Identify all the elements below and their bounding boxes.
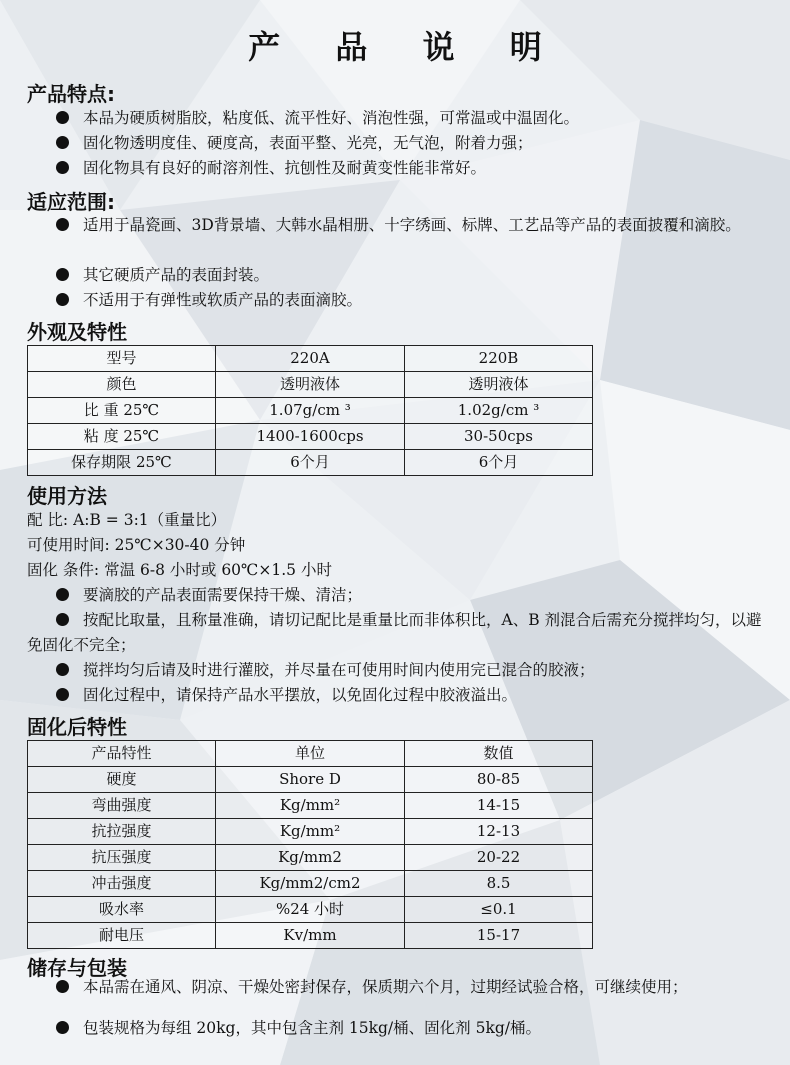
table-cell: 抗压强度: [28, 845, 216, 871]
bullet-icon: [56, 613, 69, 626]
table-row: [28, 793, 593, 819]
features-heading: 产品特点:: [27, 82, 115, 106]
bullet-icon: [56, 293, 69, 306]
bullet-icon: [56, 1021, 69, 1034]
storage-item: 包装规格为每组 20kg，其中包含主剂 15kg/桶、固化剂 5kg/桶。: [56, 1016, 541, 1041]
table-cell: 粘 度 25℃: [28, 424, 216, 450]
bullet-icon: [56, 136, 69, 149]
usage-heading: 使用方法: [27, 484, 107, 508]
table-row: [28, 845, 593, 871]
usage-item: 按配比取量，且称量准确，请切记配比是重量比而非体积比，A、B 剂混合后需充分搅拌均匀，以避免固化不完全；: [27, 611, 762, 654]
table-cell: 产品特性: [28, 741, 216, 767]
table-cell: 耐电压: [28, 923, 216, 949]
table-cell: 80-85: [405, 767, 593, 793]
table-cell: Kg/mm2/cm2: [216, 871, 405, 897]
table-cell: 吸水率: [28, 897, 216, 923]
table-cell: 6个月: [405, 450, 593, 476]
usage-pot-life: 可使用时间: 25℃×30-40 分钟: [27, 536, 246, 554]
table-cell: Kv/mm: [216, 923, 405, 949]
table-cell: 单位: [216, 741, 405, 767]
bullet-icon: [56, 663, 69, 676]
scope-heading: 适应范围:: [27, 190, 115, 214]
storage-item: 本品需在通风、阴凉、干燥处密封保存，保质期六个月，过期经试验合格，可继续使用；: [27, 975, 772, 1000]
table-row: [28, 741, 593, 767]
table-cell: 20-22: [405, 845, 593, 871]
usage-item: 要滴胶的产品表面需要保持干燥、清洁；: [56, 583, 362, 608]
features-item: 固化物具有良好的耐溶剂性、抗刨性及耐黄变性能非常好。: [56, 156, 486, 181]
table-cell: 比 重 25℃: [28, 398, 216, 424]
appearance-heading: 外观及特性: [27, 320, 127, 344]
table-cell: 1.02g/cm ³: [405, 398, 593, 424]
table-cell: 硬度: [28, 767, 216, 793]
table-cell: Shore D: [216, 767, 405, 793]
scope-item: 适用于晶瓷画、3D背景墙、大韩水晶相册、十字绣画、标牌、工艺品等产品的表面披覆和滴胶。: [27, 213, 772, 238]
table-row: [28, 871, 593, 897]
table-cell: 数值: [405, 741, 593, 767]
table-cell: 冲击强度: [28, 871, 216, 897]
table-cell: 颜色: [28, 372, 216, 398]
usage-cure-condition: 固化 条件: 常温 6-8 小时或 60℃×1.5 小时: [27, 561, 332, 579]
table-row: [28, 372, 593, 398]
cured-heading: 固化后特性: [27, 715, 127, 739]
table-cell: 6个月: [216, 450, 405, 476]
table-cell: 抗拉强度: [28, 819, 216, 845]
table-cell: 12-13: [405, 819, 593, 845]
usage-item: 搅拌均匀后请及时进行灌胶，并尽量在可使用时间内使用完已混合的胶液；: [56, 658, 595, 683]
scope-item: 不适用于有弹性或软质产品的表面滴胶。: [56, 288, 362, 313]
scope-item: 其它硬质产品的表面封装。: [56, 263, 269, 288]
features-item: 本品为硬质树脂胶，粘度低、流平性好、消泡性强，可常温或中温固化。: [56, 106, 579, 131]
bullet-icon: [56, 218, 69, 231]
table-cell: 型号: [28, 346, 216, 372]
table-cell: 透明液体: [216, 372, 405, 398]
table-cell: 15-17: [405, 923, 593, 949]
bullet-icon: [56, 161, 69, 174]
bullet-icon: [56, 688, 69, 701]
table-cell: 14-15: [405, 793, 593, 819]
table-row: [28, 819, 593, 845]
table-cell: ≤0.1: [405, 897, 593, 923]
table-row: [28, 424, 593, 450]
table-row: [28, 346, 593, 372]
table-row: [28, 767, 593, 793]
storage-heading: 储存与包装: [27, 956, 127, 980]
bullet-icon: [56, 980, 69, 993]
table-cell: 弯曲强度: [28, 793, 216, 819]
table-cell: 30-50cps: [405, 424, 593, 450]
table-cell: 1.07g/cm ³: [216, 398, 405, 424]
table-cell: 220B: [405, 346, 593, 372]
usage-item: 固化过程中，请保持产品水平摆放，以免固化过程中胶液溢出。: [56, 683, 517, 708]
table-cell: 8.5: [405, 871, 593, 897]
table-cell: 保存期限 25℃: [28, 450, 216, 476]
features-item: 固化物透明度佳、硬度高，表面平整、光亮，无气泡，附着力强；: [56, 131, 533, 156]
bullet-icon: [56, 268, 69, 281]
table-row: [28, 398, 593, 424]
table-cell: 220A: [216, 346, 405, 372]
bullet-icon: [56, 588, 69, 601]
table-cell: Kg/mm2: [216, 845, 405, 871]
page-title: 产 品 说 明: [248, 28, 564, 66]
table-cell: Kg/mm²: [216, 819, 405, 845]
cured-properties-table: [27, 740, 593, 949]
table-cell: Kg/mm²: [216, 793, 405, 819]
appearance-table: [27, 345, 593, 476]
table-row: [28, 923, 593, 949]
usage-ratio: 配 比: A:B = 3:1（重量比）: [27, 511, 227, 529]
table-row: [28, 450, 593, 476]
table-cell: 1400-1600cps: [216, 424, 405, 450]
table-cell: %24 小时: [216, 897, 405, 923]
table-row: [28, 897, 593, 923]
table-cell: 透明液体: [405, 372, 593, 398]
bullet-icon: [56, 111, 69, 124]
